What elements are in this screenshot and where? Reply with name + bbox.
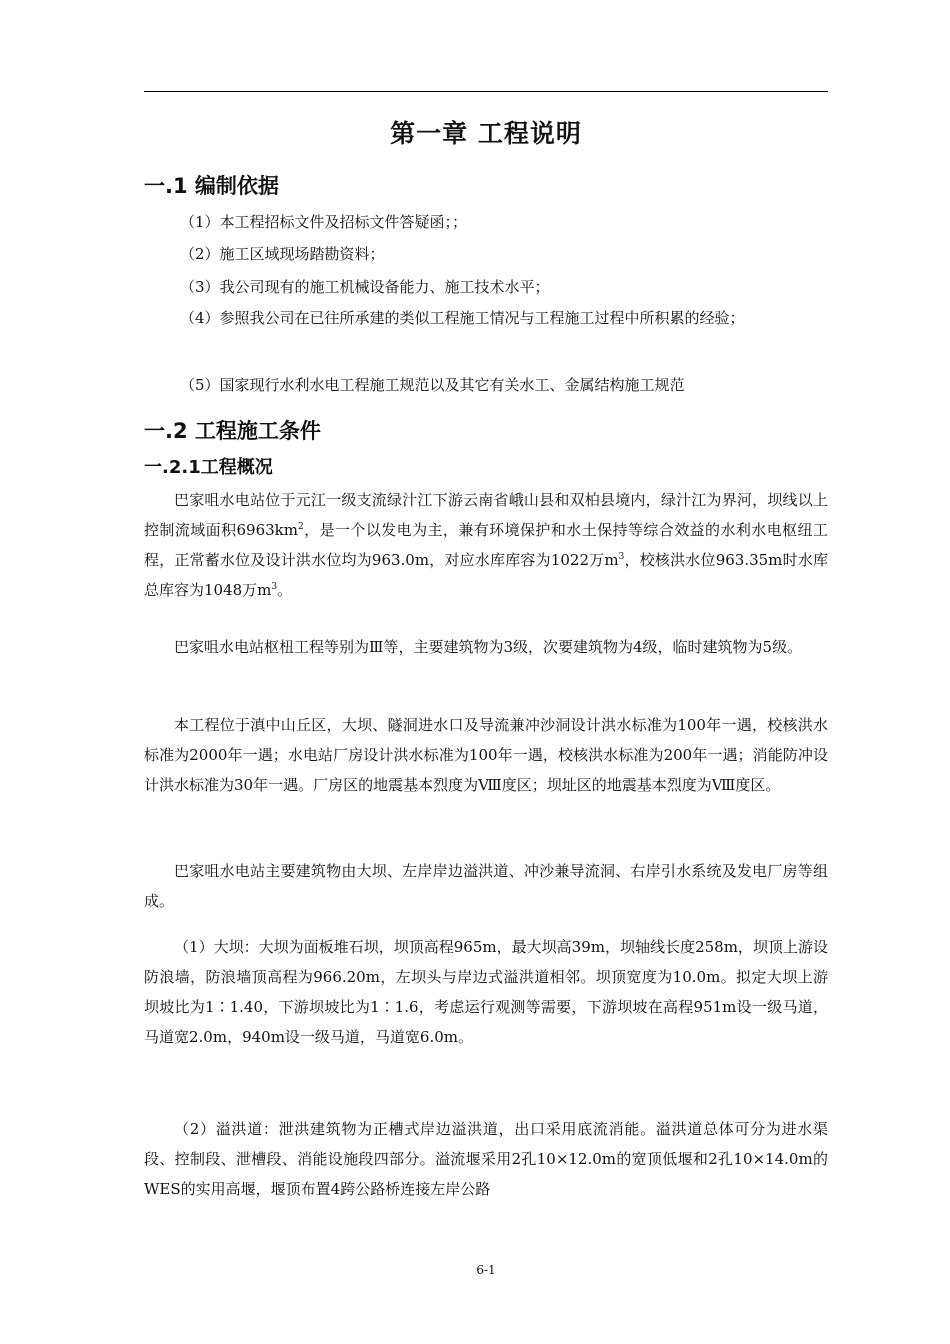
paragraph-overview bbox=[144, 485, 828, 605]
chapter-title: 第一章 工程说明 bbox=[390, 119, 582, 148]
basis-item-2: （2）施工区域现场踏勘资料； bbox=[180, 245, 385, 263]
basis-item-3: （3）我公司现有的施工机械设备能力、施工技术水平； bbox=[180, 278, 550, 296]
paragraph-spillway: （2）溢洪道：泄洪建筑物为正槽式岸边溢洪道，出口采用底流消能。溢洪道总体可分为进水渠段、控制段、泄槽段、消能设施段四部分。溢流堰采用2孔10×12.0m的宽顶低堰和2孔10×14.0m的WES的实用高堰，堰顶布置4跨公路桥连接左岸公路 bbox=[144, 1120, 828, 1198]
paragraph-flood-standard: 本工程位于滇中山丘区，大坝、隧洞进水口及导流兼冲沙洞设计洪水标准为100年一遇，校核洪水标准为2000年一遇；水电站厂房设计洪水标准为100年一遇，校核洪水标准为200年一遇；消能防冲设计洪水标准为30年一遇。厂房区的地震基本烈度为Ⅷ度区；坝址区的地震基本烈度为Ⅷ度区。 bbox=[144, 716, 828, 794]
section-heading-basis: 一.1 编制依据 bbox=[144, 174, 279, 198]
basis-item-1: （1）本工程招标文件及招标文件答疑函；； bbox=[180, 213, 468, 231]
paragraph-overview-part-4: 。 bbox=[277, 581, 293, 599]
paragraph-overview-part-2: ，是一个以发电为主，兼有环境保护和水土保持等综合效益的水利水电枢纽工程，正常蓄水位及设计洪水位均为963.0m，对应水库库容为1022万m bbox=[144, 521, 828, 569]
superscript-3-b: 3 bbox=[271, 582, 278, 592]
paragraph-overview-part-1: 巴家咀水电站位于元江一级支流绿汁江下游云南省峨山县和双柏县境内，绿汁江为界河，坝线以上控制流域面积6963km bbox=[144, 491, 828, 539]
basis-item-4: （4）参照我公司在已往所承建的类似工程施工情况与工程施工过程中所积累的经验； bbox=[180, 309, 745, 327]
page-number: 6-1 bbox=[476, 1263, 496, 1277]
subsection-heading-overview: 一.2.1工程概况 bbox=[144, 457, 273, 478]
header-rule bbox=[144, 91, 828, 92]
paragraph-structures: 巴家咀水电站主要建筑物由大坝、左岸岸边溢洪道、冲沙兼导流洞、右岸引水系统及发电厂房等组成。 bbox=[144, 862, 828, 910]
superscript-3: 3 bbox=[618, 552, 625, 562]
paragraph-grade: 巴家咀水电站枢杻工程等别为Ⅲ等，主要建筑物为3级，次要建筑物为4级，临时建筑物为5级。 bbox=[174, 638, 803, 656]
superscript-2: 2 bbox=[298, 522, 304, 532]
paragraph-dam: （1）大坝：大坝为面板堆石坝，坝顶高程965m，最大坝高39m，坝轴线长度258m，坝顶上游设防浪墙，防浪墙顶高程为966.20m，左坝头与岸边式溢洪道相邻。坝顶宽度为10.0m。拟定大坝上游坝坡比为1∶1.40，下游坝坡比为1∶1.6，考虑运行观测等需要，下游坝坡在高程951m设一级马道，马道宽2.0m，940m设一级马道，马道宽6.0m。 bbox=[144, 938, 828, 1046]
paragraph-overview-part-3: ，校核洪水位963.35m时水库总库容为1048万m bbox=[144, 551, 828, 599]
section-heading-conditions: 一.2 工程施工条件 bbox=[144, 419, 321, 443]
basis-item-5: （5）国家现行水利水电工程施工规范以及其它有关水工、金属结构施工规范 bbox=[180, 376, 685, 394]
